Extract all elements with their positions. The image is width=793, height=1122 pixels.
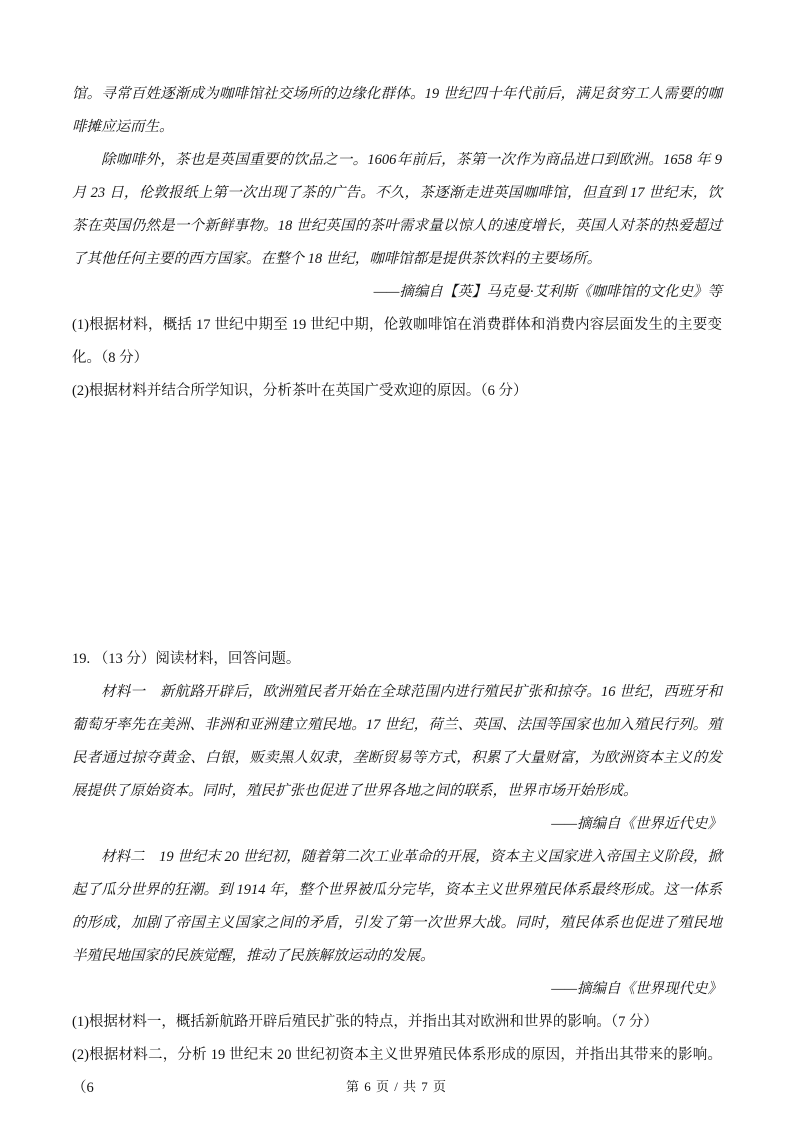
q19-material-2-paragraph: 材料二 19 世纪末 20 世纪初，随着第二次工业革命的开展，资本主义国家进入帝国主义阶段，掀起了瓜分世界的狂潮。到 1914 年，整个世界被瓜分完毕，资本主义世界殖民体系最终形成。这一体系的形成，加剧了帝国主义国家之间的矛盾，引发了第一次世界大战。同时，殖民体系也促进了殖民地半殖民地国家的民族觉醒，推动了民族解放运动的发展。 xyxy=(72,849,722,964)
q18-source-attribution: ——摘编自【英】马克曼·艾利斯《咖啡馆的文化史》等 xyxy=(373,284,722,300)
q19-material-1-paragraph: 材料一 新航路开辟后，欧洲殖民者开始在全球范围内进行殖民扩张和掠夺。16 世纪，西班牙和葡萄牙率先在美洲、非洲和亚洲建立殖民地。17 世纪，荷兰、英国、法国等国家也加入殖民行列。殖民者通过掠夺黄金、白银，贩卖黑人奴隶，垄断贸易等方式，积累了大量财富，为欧洲资本主义的发展提供了原始资本。同时，殖民扩张也促进了世界各地之间的联系，世界市场开始形成。 xyxy=(72,684,722,799)
q19-sub-question-2: (2)根据材料二，分析 19 世纪末 20 世纪初资本主义世界殖民体系形成的原因，并指出其带来的影响。（6 xyxy=(72,1047,722,1096)
q18-material-continuation: 馆。寻常百姓逐渐成为咖啡馆社交场所的边缘化群体。19 世纪四十年代前后，满足贫穷工人需要的咖啡摊应运而生。 xyxy=(72,86,722,135)
q19-heading: 19. （13 分）阅读材料，回答问题。 xyxy=(72,651,301,667)
q19-sub-question-1: (1)根据材料一，概括新航路开辟后殖民扩张的特点，并指出其对欧洲和世界的影响。（7 分） xyxy=(72,1014,659,1030)
q18-sub-question-2: (2)根据材料并结合所学知识，分析茶叶在英国广受欢迎的原因。（6 分） xyxy=(72,383,528,399)
answer-blank-space xyxy=(72,408,722,643)
page-footer: 第 6 页 / 共 7 页 xyxy=(345,1079,448,1094)
q18-material-tea-paragraph: 除咖啡外，茶也是英国重要的饮品之一。1606年前后，茶第一次作为商品进口到欧洲。1658 年 9 月 23 日，伦敦报纸上第一次出现了茶的广告。不久，茶逐渐走进英国咖啡馆，但直到 17 世纪末，饮茶在英国仍然是一个新鲜事物。18 世纪英国的茶叶需求量以惊人的速度增长，英国人对茶的热爱超过了其他任何主要的西方国家。在整个 18 世纪，咖啡馆都是提供茶饮料的主要场所。 xyxy=(72,152,722,267)
q18-sub-question-1: (1)根据材料，概括 17 世纪中期至 19 世纪中期，伦敦咖啡馆在消费群体和消费内容层面发生的主要变化。（8 分） xyxy=(72,317,722,366)
q19-source-attribution-1: ——摘编自《世界近代史》 xyxy=(551,816,722,832)
q19-source-attribution-2: ——摘编自《世界现代史》 xyxy=(551,981,722,997)
